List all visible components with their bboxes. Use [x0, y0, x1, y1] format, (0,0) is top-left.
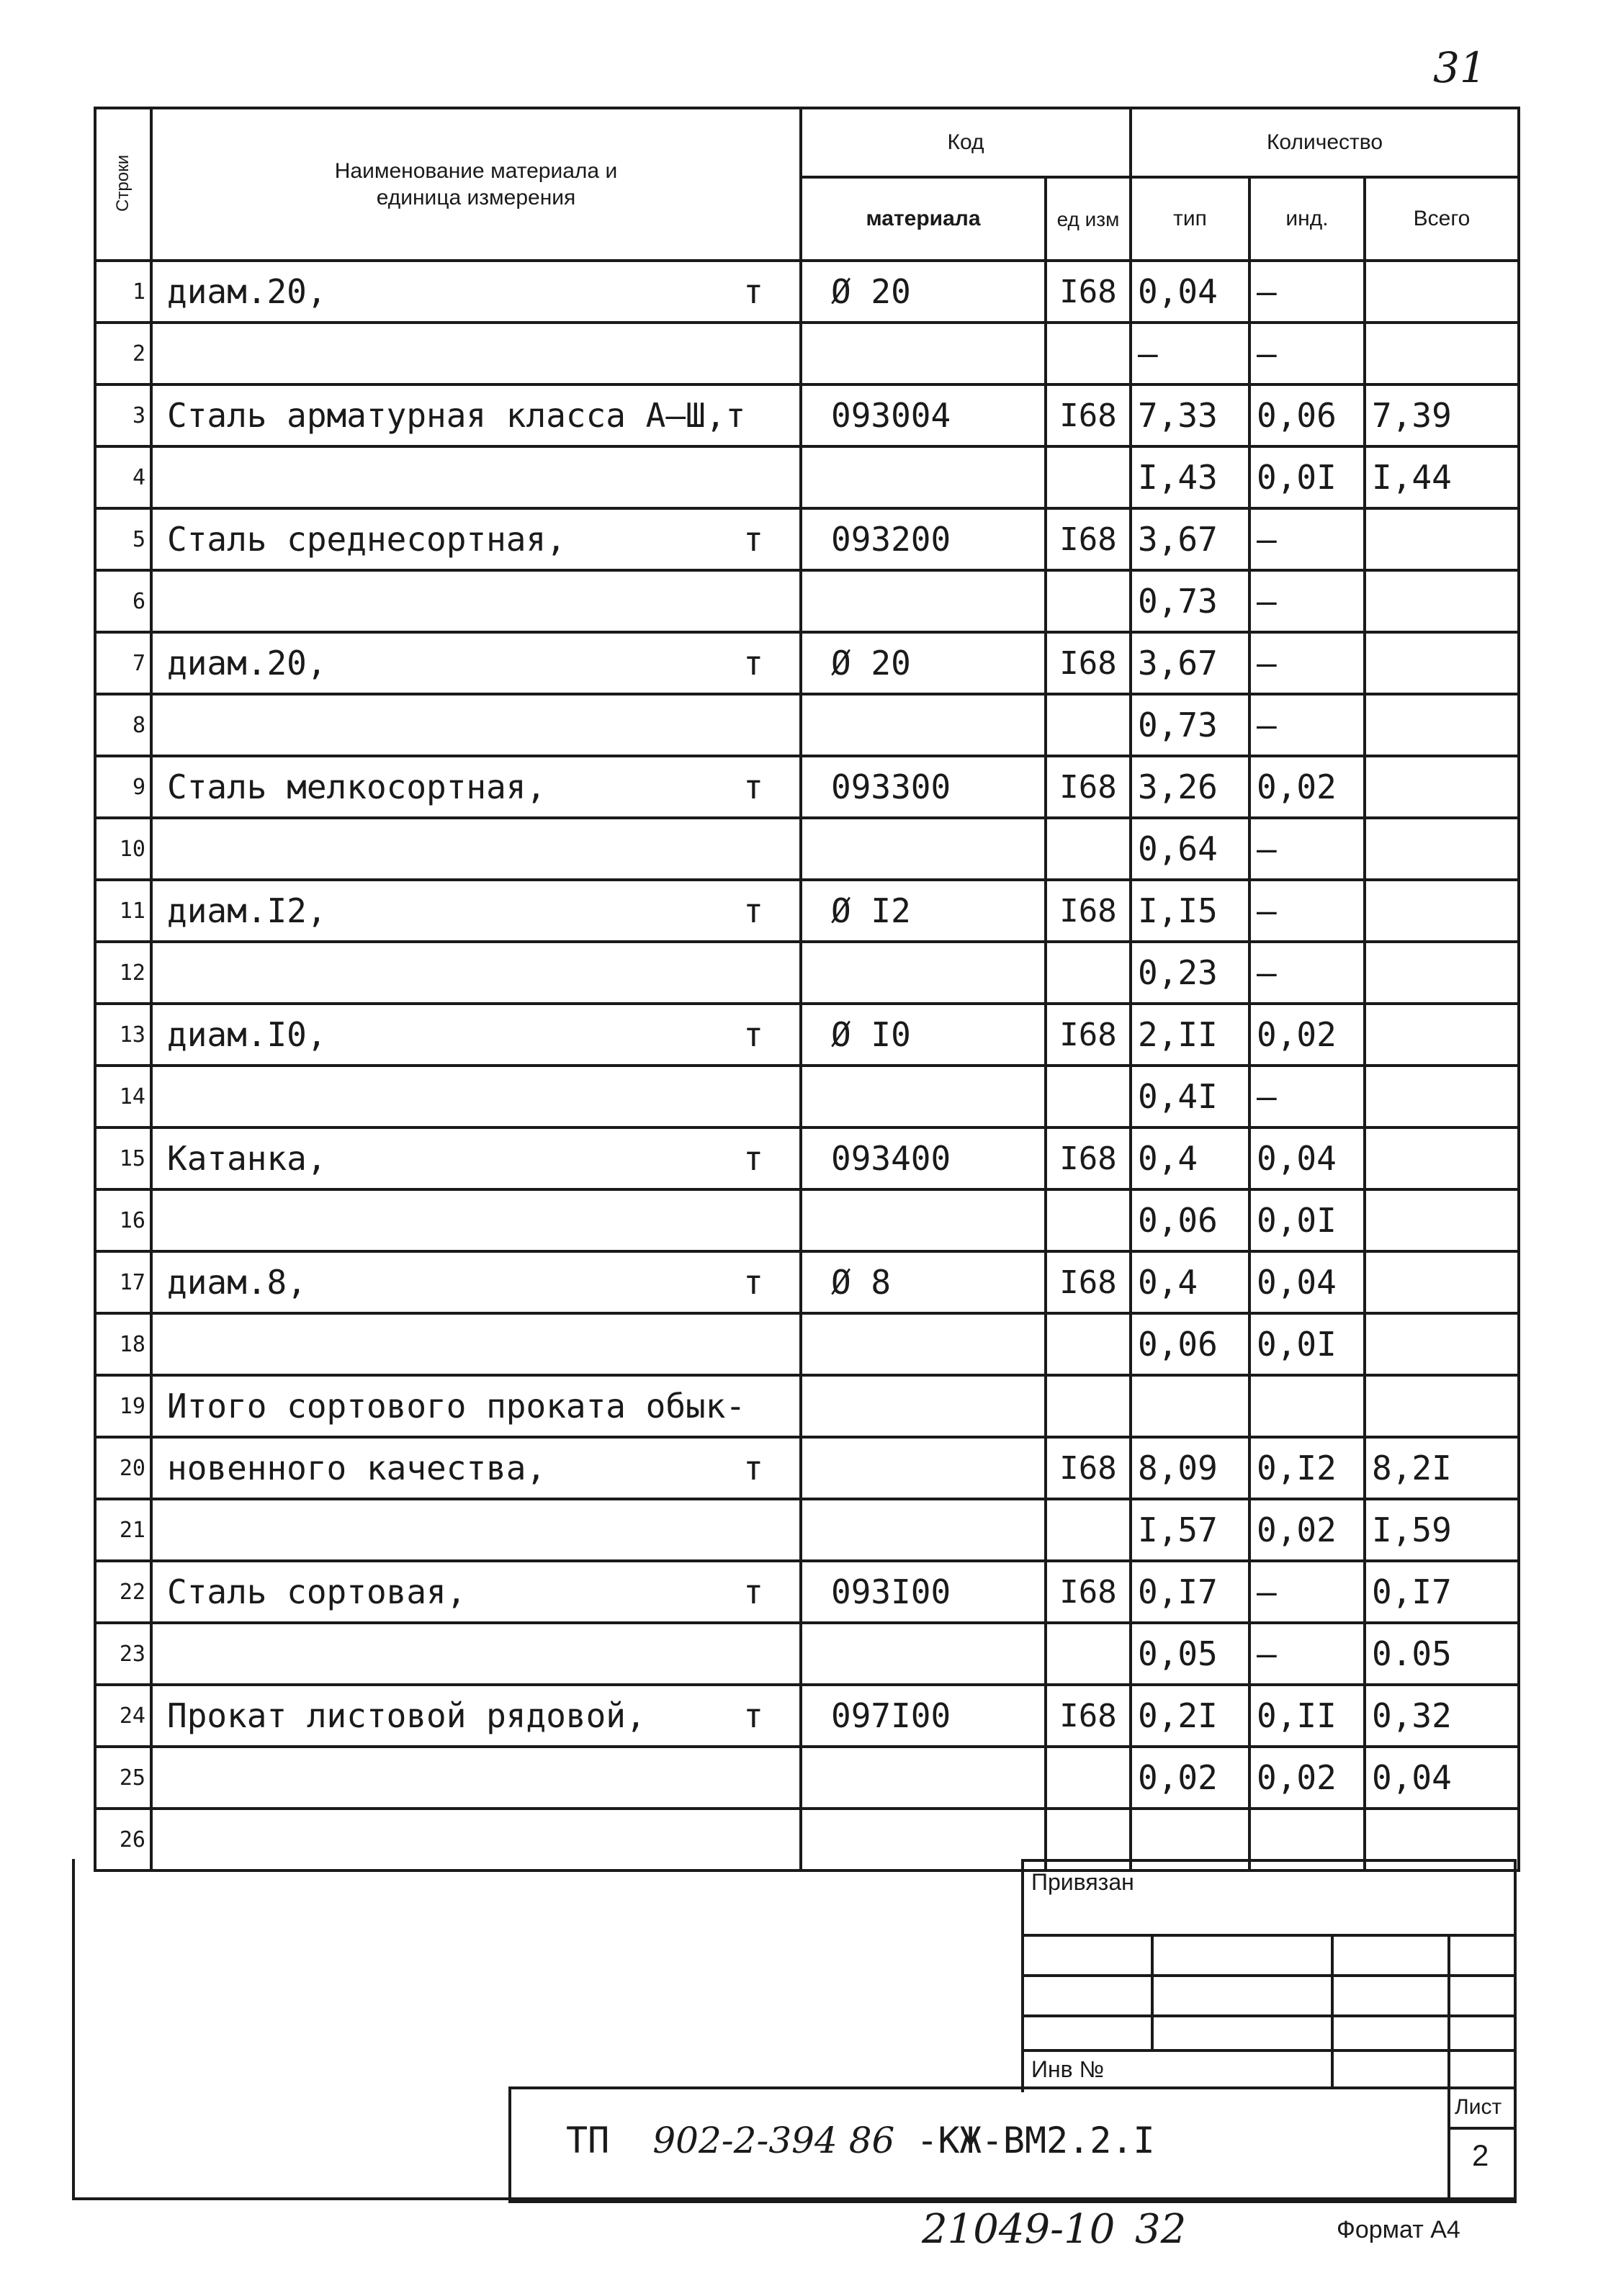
unit-code: [1046, 570, 1131, 632]
table-row: [95, 1499, 1519, 1561]
qty-ind: 0,04: [1249, 1127, 1365, 1189]
material-code: Ø 8: [801, 1251, 1046, 1313]
doc-prefix: ТП: [566, 2120, 610, 2161]
qty-ind: 0,06: [1249, 384, 1365, 446]
qty-type: 7,33: [1131, 384, 1249, 446]
unit-code: [1046, 694, 1131, 756]
qty-total: [1365, 1313, 1519, 1375]
unit-code: [1046, 1313, 1131, 1375]
material-code: [801, 1499, 1046, 1561]
qty-type: 3,67: [1131, 632, 1249, 694]
table-row: [95, 1313, 1519, 1375]
qty-type: 0,2I: [1131, 1685, 1249, 1747]
qty-total: [1365, 756, 1519, 818]
qty-ind: 0,02: [1249, 756, 1365, 818]
unit-code: I68: [1046, 880, 1131, 942]
material-name-cell: [151, 942, 801, 1004]
unit-code: [1046, 1499, 1131, 1561]
sheet-divider-h: [1447, 2127, 1514, 2130]
material-name: диам.8,: [167, 1263, 307, 1302]
qty-type: 0,05: [1131, 1623, 1249, 1685]
qty-total: 0,32: [1365, 1685, 1519, 1747]
row-number: 11: [95, 880, 151, 942]
qty-total: 8,2I: [1365, 1437, 1519, 1499]
material-code: [801, 446, 1046, 508]
material-code: [801, 1747, 1046, 1809]
material-name-cell: [151, 1004, 801, 1066]
qty-ind: [1249, 1375, 1365, 1437]
material-name-cell: [151, 632, 801, 694]
row-number: 15: [95, 1127, 151, 1189]
row-number: 2: [95, 323, 151, 384]
material-name-cell: [151, 880, 801, 942]
material-name: диам.I2,: [167, 891, 327, 930]
material-unit: т: [743, 1139, 763, 1178]
qty-type: 3,67: [1131, 508, 1249, 570]
table-row: [95, 1127, 1519, 1189]
sheet-label: Лист: [1455, 2095, 1502, 2119]
qty-total: [1365, 1127, 1519, 1189]
material-unit: т: [743, 1263, 763, 1302]
table-row: [95, 508, 1519, 570]
qty-total: [1365, 1189, 1519, 1251]
material-name-cell: [151, 694, 801, 756]
material-code: [801, 1375, 1046, 1437]
qty-ind: 0,I2: [1249, 1437, 1365, 1499]
format-label: Формат А4: [1337, 2216, 1460, 2243]
qty-ind: –: [1249, 694, 1365, 756]
unit-code: I68: [1046, 1437, 1131, 1499]
qty-type: 0,23: [1131, 942, 1249, 1004]
material-code: Ø I2: [801, 880, 1046, 942]
material-name-cell: [151, 508, 801, 570]
qty-ind: 0,0I: [1249, 1189, 1365, 1251]
doc-suffix: -КЖ-ВМ2.2.I: [916, 2120, 1155, 2161]
qty-total: [1365, 942, 1519, 1004]
quantity-header: Количество: [1131, 108, 1519, 177]
qty-type: 0,4I: [1131, 1066, 1249, 1127]
qty-ind: –: [1249, 261, 1365, 323]
materials-table: [94, 107, 1520, 1872]
material-name-cell: [151, 570, 801, 632]
rows-header: Строки: [95, 108, 151, 261]
material-code: 097I00: [801, 1685, 1046, 1747]
qty-total: 7,39: [1365, 384, 1519, 446]
qty-type: 0,73: [1131, 694, 1249, 756]
qty-ind: 0,II: [1249, 1685, 1365, 1747]
material-name: диам.20,: [167, 644, 327, 683]
unit-code: [1046, 1375, 1131, 1437]
archive-sheet: 32: [1135, 2206, 1187, 2253]
qty-total-header: Всего: [1365, 177, 1519, 261]
material-name-cell: [151, 1313, 801, 1375]
row-number: 25: [95, 1747, 151, 1809]
material-unit: т: [743, 891, 763, 930]
row-number: 23: [95, 1623, 151, 1685]
doc-designation: [566, 2120, 1155, 2161]
row-number: 20: [95, 1437, 151, 1499]
material-name-cell: [151, 1685, 801, 1747]
code-material-header: материала: [801, 177, 1046, 261]
material-name-cell: [151, 1561, 801, 1623]
material-code: [801, 1313, 1046, 1375]
privyazan-label: Привязан: [1031, 1869, 1134, 1895]
qty-ind: –: [1249, 1623, 1365, 1685]
row-number: 16: [95, 1189, 151, 1251]
qty-type: 3,26: [1131, 756, 1249, 818]
qty-total: 0,04: [1365, 1747, 1519, 1809]
material-code: Ø 20: [801, 632, 1046, 694]
qty-ind: 0,0I: [1249, 446, 1365, 508]
qty-type: 0,I7: [1131, 1561, 1249, 1623]
qty-total: [1365, 880, 1519, 942]
table-row: [95, 1561, 1519, 1623]
row-number: 1: [95, 261, 151, 323]
inv-no-label: Инв №: [1031, 2056, 1104, 2082]
material-name: диам.20,: [167, 272, 327, 311]
material-code: [801, 1189, 1046, 1251]
unit-code: I68: [1046, 1685, 1131, 1747]
material-unit: т: [743, 767, 763, 806]
qty-total: [1365, 632, 1519, 694]
row-number: 26: [95, 1809, 151, 1870]
material-code: [801, 323, 1046, 384]
qty-total: [1365, 694, 1519, 756]
qty-type: 0,4: [1131, 1251, 1249, 1313]
qty-ind: –: [1249, 570, 1365, 632]
qty-ind: 0,0I: [1249, 1313, 1365, 1375]
material-unit: т: [743, 1015, 763, 1054]
qty-ind: –: [1249, 508, 1365, 570]
material-name-cell: [151, 384, 801, 446]
material-code: 093004: [801, 384, 1046, 446]
table-row: [95, 446, 1519, 508]
qty-total: [1365, 1251, 1519, 1313]
table-row: [95, 570, 1519, 632]
qty-ind: –: [1249, 1066, 1365, 1127]
qty-total: [1365, 570, 1519, 632]
material-name-cell: [151, 261, 801, 323]
doc-handwritten: 902-2-394 86: [652, 2120, 895, 2161]
table-row: [95, 323, 1519, 384]
material-name-cell: [151, 1066, 801, 1127]
unit-code: I68: [1046, 261, 1131, 323]
row-number: 6: [95, 570, 151, 632]
table-row: [95, 384, 1519, 446]
material-code: [801, 694, 1046, 756]
table-row: [95, 261, 1519, 323]
qty-total: [1365, 1004, 1519, 1066]
row-number: 8: [95, 694, 151, 756]
unit-code: [1046, 1747, 1131, 1809]
row-number: 10: [95, 818, 151, 880]
material-name-cell: [151, 1623, 801, 1685]
qty-ind: –: [1249, 323, 1365, 384]
qty-total: [1365, 323, 1519, 384]
material-name-cell: [151, 756, 801, 818]
material-unit: т: [743, 1449, 763, 1487]
unit-code: I68: [1046, 1251, 1131, 1313]
unit-code: I68: [1046, 508, 1131, 570]
qty-ind: –: [1249, 818, 1365, 880]
qty-type: 2,II: [1131, 1004, 1249, 1066]
qty-total: [1365, 508, 1519, 570]
table-body: [95, 261, 1519, 1870]
qty-ind: 0,02: [1249, 1747, 1365, 1809]
sheet-divider: [1447, 2086, 1450, 2200]
row-number: 13: [95, 1004, 151, 1066]
qty-type: 0,06: [1131, 1313, 1249, 1375]
qty-total: [1365, 261, 1519, 323]
material-name-cell: [151, 1437, 801, 1499]
material-code: [801, 818, 1046, 880]
material-name-cell: [151, 1127, 801, 1189]
qty-ind: 0,04: [1249, 1251, 1365, 1313]
qty-total: 0,I7: [1365, 1561, 1519, 1623]
material-name-cell: [151, 1375, 801, 1437]
material-code: Ø I0: [801, 1004, 1046, 1066]
material-unit: т: [743, 644, 763, 683]
material-unit: т: [743, 520, 763, 559]
table-row: [95, 1189, 1519, 1251]
qty-ind: –: [1249, 942, 1365, 1004]
qty-type-header: тип: [1131, 177, 1249, 261]
material-unit: т: [743, 1572, 763, 1611]
code-header: Код: [801, 108, 1131, 177]
material-name: диам.I0,: [167, 1015, 327, 1054]
code-unit-header: ед изм: [1046, 177, 1131, 261]
material-name: Сталь мелкосортная,: [167, 767, 547, 806]
unit-code: I68: [1046, 384, 1131, 446]
row-number: 24: [95, 1685, 151, 1747]
material-name-cell: [151, 1499, 801, 1561]
material-code: [801, 1623, 1046, 1685]
qty-type: 0,64: [1131, 818, 1249, 880]
row-number: 12: [95, 942, 151, 1004]
qty-type: I,43: [1131, 446, 1249, 508]
table-row: [95, 1066, 1519, 1127]
material-name-cell: [151, 446, 801, 508]
row-number: 7: [95, 632, 151, 694]
table-row: [95, 818, 1519, 880]
unit-code: [1046, 446, 1131, 508]
qty-type: 0,06: [1131, 1189, 1249, 1251]
material-unit: т: [743, 272, 763, 311]
qty-total: [1365, 1375, 1519, 1437]
qty-type: [1131, 1375, 1249, 1437]
qty-ind: 0,02: [1249, 1499, 1365, 1561]
qty-type: 0,73: [1131, 570, 1249, 632]
table-row: [95, 1623, 1519, 1685]
qty-type: 0,02: [1131, 1747, 1249, 1809]
material-code: [801, 570, 1046, 632]
material-code: [801, 942, 1046, 1004]
material-name: новенного качества,: [167, 1449, 547, 1487]
table-row: [95, 1747, 1519, 1809]
material-unit: т: [743, 1696, 763, 1735]
qty-total: [1365, 818, 1519, 880]
unit-code: I68: [1046, 1561, 1131, 1623]
table-row: [95, 880, 1519, 942]
qty-total: [1365, 1066, 1519, 1127]
table-row: [95, 1685, 1519, 1747]
qty-ind: –: [1249, 1561, 1365, 1623]
qty-ind: –: [1249, 880, 1365, 942]
unit-code: I68: [1046, 632, 1131, 694]
unit-code: [1046, 942, 1131, 1004]
qty-ind: 0,02: [1249, 1004, 1365, 1066]
material-code: [801, 1066, 1046, 1127]
page-number: 31: [1433, 43, 1486, 92]
qty-type: 8,09: [1131, 1437, 1249, 1499]
material-code: 093400: [801, 1127, 1046, 1189]
qty-total: 0.05: [1365, 1623, 1519, 1685]
unit-code: I68: [1046, 756, 1131, 818]
material-name: Сталь арматурная класса А–Ш,т: [167, 396, 746, 435]
material-name-cell: [151, 818, 801, 880]
material-code: Ø 20: [801, 261, 1046, 323]
row-number: 9: [95, 756, 151, 818]
qty-ind: –: [1249, 632, 1365, 694]
material-code: 093300: [801, 756, 1046, 818]
unit-code: [1046, 1189, 1131, 1251]
material-code: 093200: [801, 508, 1046, 570]
material-code: [801, 1437, 1046, 1499]
unit-code: [1046, 1066, 1131, 1127]
qty-type: –: [1131, 323, 1249, 384]
table-row: [95, 1375, 1519, 1437]
table-row: [95, 942, 1519, 1004]
table-row: [95, 694, 1519, 756]
unit-code: I68: [1046, 1004, 1131, 1066]
material-name-cell: [151, 1189, 801, 1251]
row-number: 5: [95, 508, 151, 570]
archive-number: 21049-10: [922, 2206, 1116, 2253]
qty-ind-header: инд.: [1249, 177, 1365, 261]
qty-type: I,57: [1131, 1499, 1249, 1561]
table-row: [95, 1251, 1519, 1313]
row-number: 18: [95, 1313, 151, 1375]
table-row: [95, 1437, 1519, 1499]
qty-type: 0,04: [1131, 261, 1249, 323]
row-number: 21: [95, 1499, 151, 1561]
row-number: 4: [95, 446, 151, 508]
unit-code: [1046, 323, 1131, 384]
table-row: [95, 756, 1519, 818]
unit-code: I68: [1046, 1127, 1131, 1189]
row-number: 17: [95, 1251, 151, 1313]
material-name-cell: [151, 1251, 801, 1313]
material-name: Сталь среднесортная,: [167, 520, 566, 559]
row-number: 3: [95, 384, 151, 446]
table-row: [95, 632, 1519, 694]
material-name: Катанка,: [167, 1139, 327, 1178]
sheet-value: 2: [1472, 2138, 1489, 2172]
table-row: [95, 1004, 1519, 1066]
name-header: Наименование материала и единица измерения: [151, 108, 801, 261]
material-name: Сталь сортовая,: [167, 1572, 467, 1611]
row-number: 19: [95, 1375, 151, 1437]
row-number: 22: [95, 1561, 151, 1623]
material-name: Итого сортового проката обык-: [167, 1387, 746, 1426]
material-name-cell: [151, 323, 801, 384]
material-name: Прокат листовой рядовой,: [167, 1696, 646, 1735]
material-code: 093I00: [801, 1561, 1046, 1623]
qty-total: I,59: [1365, 1499, 1519, 1561]
qty-total: I,44: [1365, 446, 1519, 508]
unit-code: [1046, 818, 1131, 880]
row-number: 14: [95, 1066, 151, 1127]
material-name-cell: [151, 1747, 801, 1809]
unit-code: [1046, 1623, 1131, 1685]
qty-type: 0,4: [1131, 1127, 1249, 1189]
qty-type: I,I5: [1131, 880, 1249, 942]
